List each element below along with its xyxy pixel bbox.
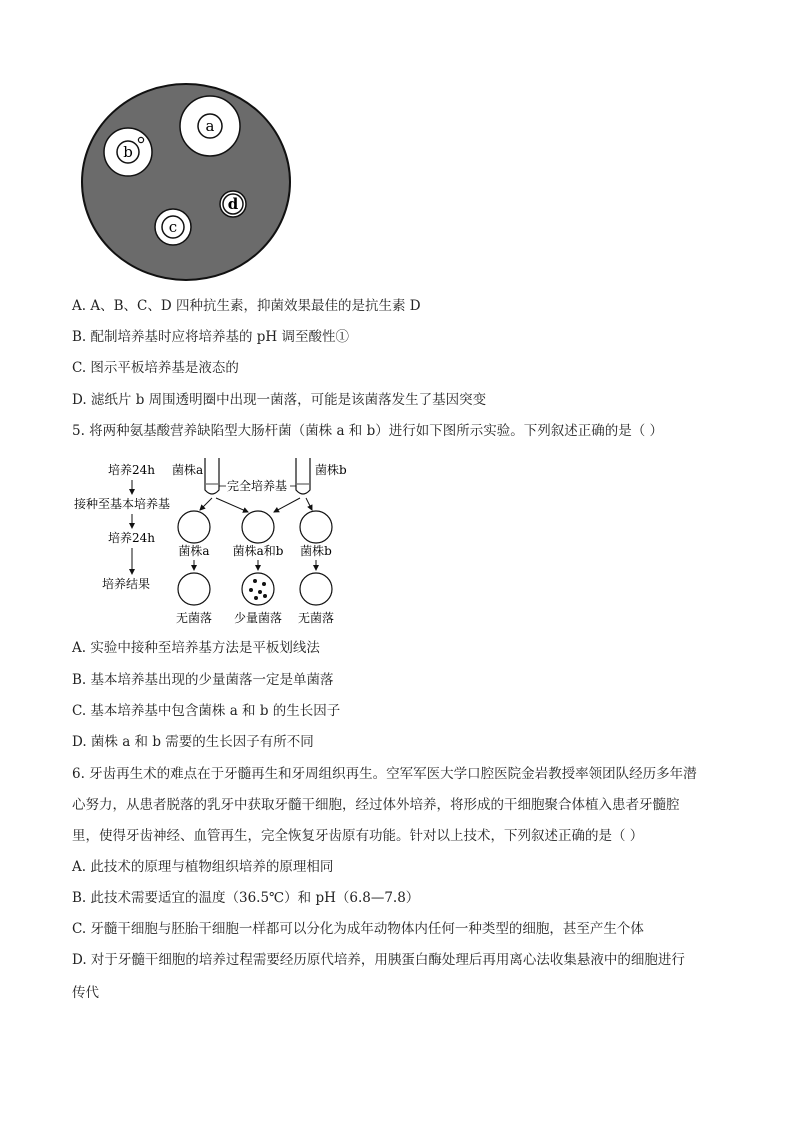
disc-b-label: b [123,143,133,161]
q5-option-d: D. 菌株 a 和 b 需要的生长因子有所不同 [72,734,314,750]
arrow-tube-a-to-plate-1 [200,498,212,510]
arrow-tube-b-to-plate-2 [274,498,300,512]
colony [263,594,267,598]
result-plate-b [300,573,332,605]
basic-plate-a [178,511,210,543]
plate-label-a: 菌株a [178,544,210,558]
q4-option-b: B. 配制培养基时应将培养基的 pH 调至酸性① [72,329,349,345]
arrow-tube-a-to-plate-2 [216,498,248,512]
tube-b [296,458,310,494]
basic-plate-ab [242,511,274,543]
q6-stem-line-3: 里，使得牙齿神经、血管再生，完全恢复牙齿原有功能。针对以上技术，下列叙述正确的是（ ） [72,828,644,844]
q4-option-a: A. A、B、C、D 四种抗生素，抑菌效果最佳的是抗生素 D [72,298,421,314]
q6-option-b: B. 此技术需要适宜的温度（36.5℃）和 pH（6.8—7.8） [72,890,420,906]
result-label-ab: 少量菌落 [233,611,283,625]
q6-stem-line-2: 心努力，从患者脱落的乳牙中获取牙髓干细胞，经过体外培养，将形成的干细胞聚合体植入患者牙髓腔 [72,797,680,813]
result-plate-ab [242,573,274,605]
q6-option-d-continuation: 传代 [72,985,99,1001]
q4-option-d: D. 滤纸片 b 周围透明圈中出现一菌落，可能是该菌落发生了基因突变 [72,392,487,408]
q6-option-a: A. 此技术的原理与植物组织培养的原理相同 [72,859,334,875]
q5-option-c: C. 基本培养基中包含菌株 a 和 b 的生长因子 [72,703,341,719]
colony [249,588,253,592]
arrow-tube-b-to-plate-3 [306,498,312,510]
step-incubate-24h-2: 培养24h [108,531,155,545]
disc-c-label: c [168,218,178,236]
colony [254,596,258,600]
petri-dish-figure [80,82,292,282]
disc-a-label: a [205,117,215,135]
complete-medium-label: 完全培养基 [227,479,288,493]
plate-label-b: 菌株b [300,544,332,558]
result-plate-a [178,573,210,605]
tube-a-label: 菌株a [172,463,204,477]
colony [253,579,257,583]
q6-option-d: D. 对于牙髓干细胞的培养过程需要经历原代培养，用胰蛋白酶处理后再用离心法收集悬液中的细胞进行 [72,952,685,968]
step-result: 培养结果 [102,577,151,591]
q5-experiment-flowchart [70,452,370,628]
step-inoculate: 接种至基本培养基 [74,497,171,511]
result-label-a: 无菌落 [175,611,213,625]
result-label-b: 无菌落 [297,611,335,625]
colony [262,582,266,586]
q6-stem-line-1: 6. 牙齿再生术的难点在于牙髓再生和牙周组织再生。空军军医大学口腔医院金岩教授率领团队经历多年潜 [72,766,697,782]
colony-in-zone-b [138,137,143,142]
disc-d-label: d [227,195,239,213]
q4-option-c: C. 图示平板培养基是液态的 [72,360,239,376]
q5-option-a: A. 实验中接种至培养基方法是平板划线法 [72,640,320,656]
q5-option-b: B. 基本培养基出现的少量菌落一定是单菌落 [72,672,334,688]
tube-a [205,458,219,494]
q6-option-c: C. 牙髓干细胞与胚胎干细胞一样都可以分化为成年动物体内任何一种类型的细胞，甚至产生个体 [72,921,644,937]
basic-plate-b [300,511,332,543]
q5-stem: 5. 将两种氨基酸营养缺陷型大肠杆菌（菌株 a 和 b）进行如下图所示实验。下列叙述正确的是（ ） [72,423,664,439]
step-incubate-24h-1: 培养24h [108,463,155,477]
plate-label-ab: 菌株a和b [232,544,284,558]
colony [258,590,262,594]
tube-b-label: 菌株b [315,463,347,477]
